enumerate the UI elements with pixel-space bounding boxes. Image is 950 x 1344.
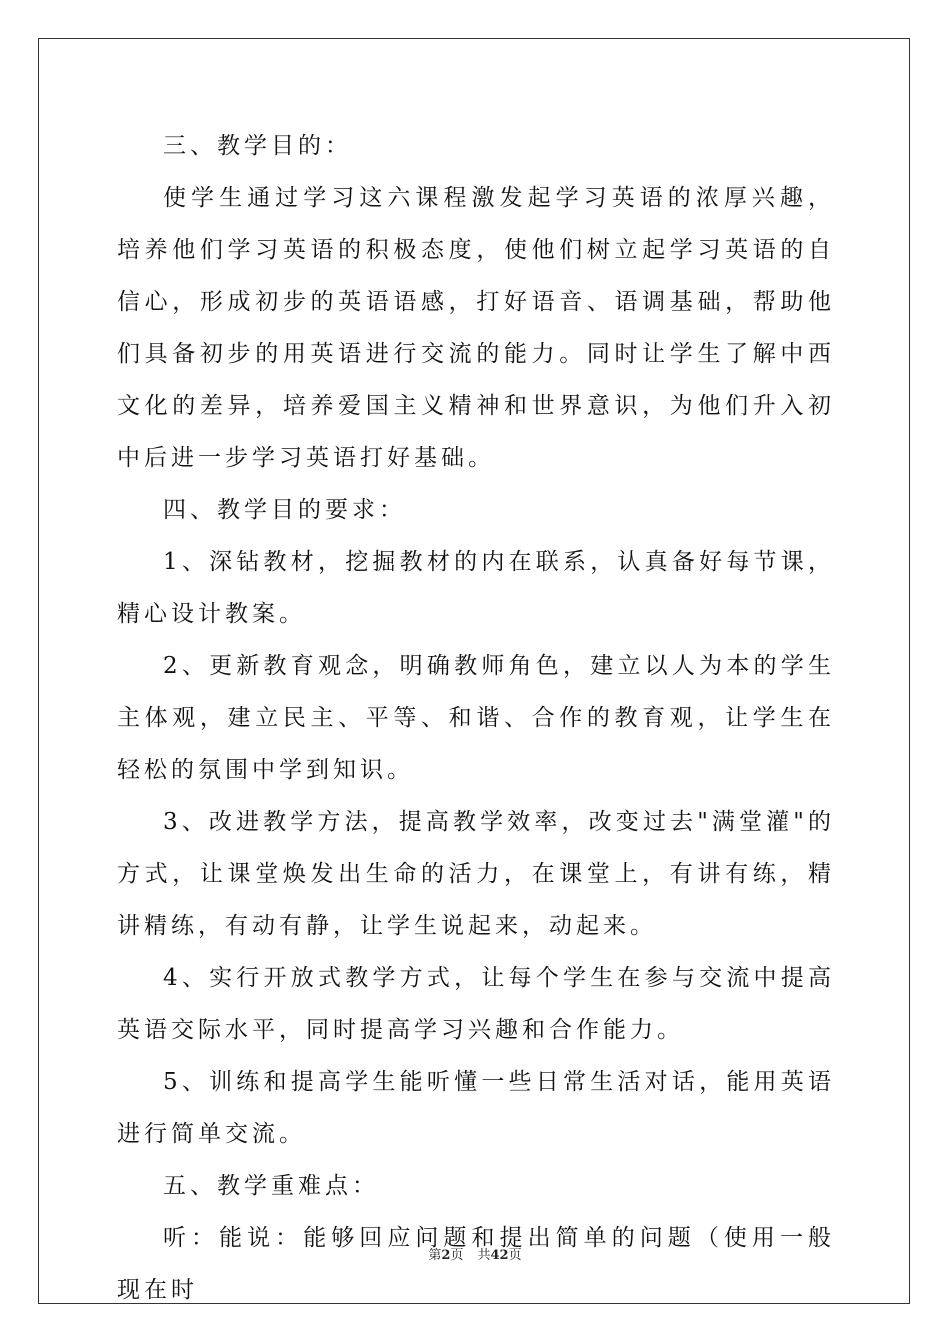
- requirement-item-5: 5、训练和提高学生能听懂一些日常生活对话，能用英语进行简单交流。: [117, 1069, 835, 1147]
- section-heading-objective-requirements: 四、教学目的要求：: [163, 497, 406, 523]
- document-body: [117, 120, 835, 1316]
- page-number: 2: [441, 1248, 451, 1263]
- total-suffix: 页: [508, 1248, 522, 1263]
- section-heading-teaching-objectives: 三、教学目的：: [163, 133, 352, 159]
- requirement-item-2: 2、更新教育观念，明确教师角色，建立以人为本的学生主体观，建立民主、平等、和谐、合作的教育观，让学生在轻松的氛围中学到知识。: [117, 653, 835, 783]
- page-prefix: 第: [428, 1248, 442, 1263]
- key-points-paragraph: 听：能说：能够回应问题和提出简单的问题（使用一般现在时: [117, 1225, 835, 1303]
- section-heading-key-difficulties: 五、教学重难点：: [163, 1173, 379, 1199]
- total-prefix: 共: [477, 1248, 491, 1263]
- objectives-paragraph: 使学生通过学习这六课程激发起学习英语的浓厚兴趣，培养他们学习英语的积极态度，使他们树立起学习英语的自信心，形成初步的英语语感，打好语音、语调基础，帮助他们具备初步的用英语进行交流的能力。同时让学生了解中西文化的差异，培养爱国主义精神和世界意识，为他们升入初中后进一步学习英语打好基础。: [117, 185, 835, 471]
- total-pages: 42: [490, 1248, 509, 1263]
- page-footer: [0, 1244, 950, 1263]
- page-suffix: 页: [450, 1248, 464, 1263]
- requirement-item-3: 3、改进教学方法，提高教学效率，改变过去"满堂灌"的方式，让课堂焕发出生命的活力，在课堂上，有讲有练，精讲精练，有动有静，让学生说起来，动起来。: [117, 809, 835, 939]
- requirement-item-4: 4、实行开放式教学方式，让每个学生在参与交流中提高英语交际水平，同时提高学习兴趣和合作能力。: [117, 965, 835, 1043]
- requirement-item-1: 1、深钻教材，挖掘教材的内在联系，认真备好每节课，精心设计教案。: [117, 549, 835, 627]
